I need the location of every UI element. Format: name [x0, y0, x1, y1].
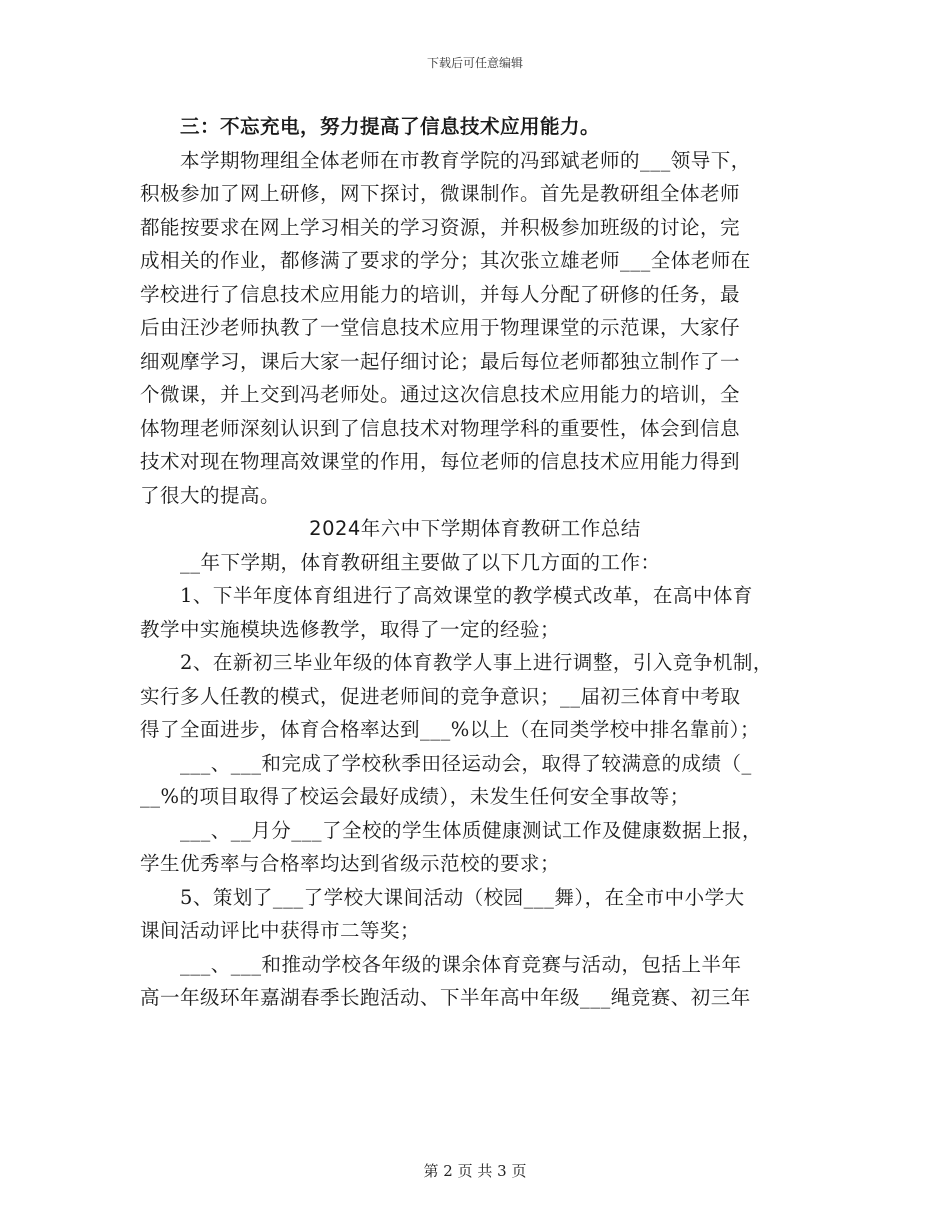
paragraph-line: 技术对现在物理高效课堂的作用，每位老师的信息技术应用能力得到	[140, 450, 741, 473]
paragraph-line: 个微课，并上交到冯老师处。通过这次信息技术应用能力的培训，全	[140, 383, 741, 406]
paragraph-line: 细观摩学习，课后大家一起仔细讨论；最后每位老师都独立制作了一	[140, 349, 741, 373]
paragraph-line: 体物理老师深刻认识到了信息技术对物理学科的重要性，体会到信息	[140, 416, 741, 440]
paragraph-line: 后由汪沙老师执教了一堂信息技术应用于物理课堂的示范课，大家仔	[140, 316, 741, 339]
paragraph-line: 课间活动评比中获得市二等奖；	[140, 919, 421, 942]
paragraph-line: 了很大的提高。	[140, 483, 281, 507]
list-item: 1、下半年度体育组进行了高效课堂的教学模式改革，在高中体育	[180, 584, 753, 607]
paragraph-line: 学校进行了信息技术应用能力的培训，并每人分配了研修的任务，最	[140, 282, 741, 306]
paragraph-line: 教学中实施模块选修教学，取得了一定的经验；	[140, 617, 561, 641]
paragraph-line: 成相关的作业，都修满了要求的学分；其次张立雄老师___全体老师在	[140, 249, 751, 272]
paragraph-line: 都能按要求在网上学习相关的学习资源，并积极参加班级的讨论，完	[140, 215, 741, 239]
list-item: ___、__月分___了全校的学生体质健康测试工作及健康数据上报，	[180, 818, 763, 842]
paragraph-line: __%的项目取得了校运会最好成绩），未发生任何安全事故等；	[140, 785, 690, 808]
list-item: ___、___和完成了学校秋季田径运动会，取得了较满意的成绩（_	[180, 751, 752, 775]
document-title: 2024年六中下学期体育教研工作总结	[309, 517, 641, 540]
page-header-note: 下载后可任意编辑	[426, 56, 523, 70]
paragraph-line: 学生优秀率与合格率均达到省级示范校的要求；	[140, 852, 561, 875]
paragraph-line: __年下学期，体育教研组主要做了以下几方面的工作：	[180, 550, 661, 574]
document-body	[140, 110, 810, 1015]
section-heading: 三：不忘充电，努力提高了信息技术应用能力。	[180, 115, 601, 138]
paragraph-line: 实行多人任教的模式，促进老师间的竞争意识；__届初三体育中考取	[140, 684, 741, 708]
list-item: 5、策划了___了学校大课间活动（校园___舞），在全市中小学大	[180, 885, 745, 909]
paragraph-line: 高一年级环年嘉湖春季长跑活动、下半年高中年级___绳竞赛、初三年	[140, 986, 751, 1009]
paragraph-line: 本学期物理组全体老师在市教育学院的冯郅斌老师的___领导下，	[180, 148, 751, 172]
page-number: 第 2 页 共 3 页	[423, 1162, 527, 1180]
paragraph-line: 得了全面进步，体育合格率达到___%以上（在同类学校中排名靠前）；	[140, 718, 761, 741]
paragraph-line: 积极参加了网上研修，网下探讨，微课制作。首先是教研组全体老师	[140, 182, 741, 205]
list-item: 2、在新初三毕业年级的体育教学人事上进行调整，引入竞争机制，	[180, 651, 773, 674]
list-item: ___、___和推动学校各年级的课余体育竞赛与活动，包括上半年	[180, 952, 742, 976]
